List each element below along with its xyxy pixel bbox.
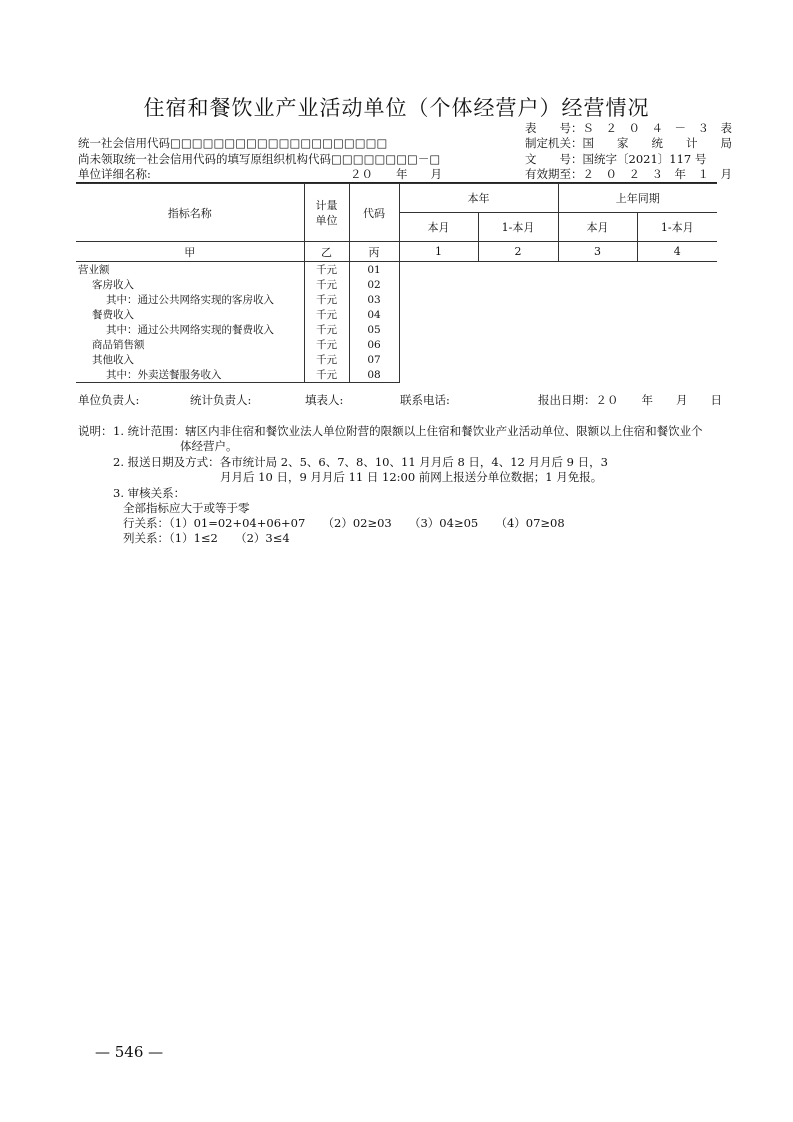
label-cell: 2 (478, 242, 558, 262)
code-cell: 01 (349, 262, 399, 278)
unit-cell: 千元 (304, 307, 349, 322)
note-2-line-2: 月月后 10 日，9 月月后 11 日 12:00 前网上报送分单位数据；1 月免报。 (220, 470, 603, 484)
note-1-line-2: 体经营户。 (180, 439, 238, 453)
unit-cell: 千元 (304, 337, 349, 352)
note-1-line-1: 1. 统计范围：辖区内非住宿和餐饮业法人单位附营的限额以上住宿和餐饮业产业活动单位、限额以上住宿和餐饮业个 (113, 424, 703, 438)
indicator-name: 客房收入 (76, 277, 304, 292)
indicator-name: 其中：外卖送餐服务收入 (76, 367, 304, 383)
unit-cell: 千元 (304, 322, 349, 337)
unit-cell: 千元 (304, 262, 349, 278)
report-period: ２０ 年 月 (350, 167, 442, 181)
col-header-indicator: 指标名称 (76, 184, 304, 242)
indicator-name: 餐费收入 (76, 307, 304, 322)
org-code-field: 尚未领取统一社会信用代码的填写原组织机构代码□□□□□□□□－□ (78, 152, 441, 166)
credit-code-field: 统一社会信用代码□□□□□□□□□□□□□□□□□□□□ (78, 136, 388, 150)
code-cell: 08 (349, 367, 399, 383)
code-cell: 05 (349, 322, 399, 337)
issuing-authority: 制定机关：国 家 统 计 局 (525, 136, 732, 150)
notes-prefix: 说明： (78, 424, 113, 438)
indicator-name: 商品销售额 (76, 337, 304, 352)
col-header-ly-this-month: 本月 (558, 213, 637, 242)
data-entry-area[interactable] (399, 262, 717, 383)
valid-until: 有效期至：２ ０ ２ ３ 年 １ 月 (525, 167, 732, 181)
phone-label: 联系电话: (400, 393, 450, 407)
unit-cell: 千元 (304, 352, 349, 367)
report-table (76, 183, 717, 383)
col-header-unit: 计量 单位 (304, 184, 349, 242)
label-cell: 丙 (349, 242, 399, 262)
col-header-last-year: 上年同期 (558, 184, 717, 213)
page-number: — 546 — (95, 1043, 164, 1061)
label-cell: 3 (558, 242, 637, 262)
col-header-ytd: 1-本月 (478, 213, 558, 242)
label-cell: 甲 (76, 242, 304, 262)
table-row (76, 262, 717, 278)
form-number: 表 号：Ｓ ２ ０ ４ － ３ 表 (525, 121, 732, 135)
indicator-name: 其中：通过公共网络实现的客房收入 (76, 292, 304, 307)
code-cell: 06 (349, 337, 399, 352)
code-cell: 04 (349, 307, 399, 322)
unit-head-label: 单位负责人: (78, 393, 140, 407)
code-cell: 03 (349, 292, 399, 307)
approval-number: 文 号：国统字〔2021〕117 号 (525, 152, 707, 166)
col-header-ly-ytd: 1-本月 (637, 213, 717, 242)
indicator-name: 其他收入 (76, 352, 304, 367)
code-cell: 07 (349, 352, 399, 367)
unit-cell: 千元 (304, 292, 349, 307)
label-cell: 乙 (304, 242, 349, 262)
note-3-col-relations: 列关系：（1）1≤2 （2）3≤4 (123, 531, 290, 545)
report-date-label: 报出日期：２０ 年 月 日 (538, 393, 722, 407)
code-cell: 02 (349, 277, 399, 292)
indicator-name: 营业额 (76, 262, 304, 278)
label-cell: 1 (399, 242, 478, 262)
note-2-line-1: 2. 报送日期及方式：各市统计局 2、5、6、7、8、10、11 月月后 8 日，4、12 月月后 9 日，3 (113, 455, 608, 469)
col-header-this-month: 本月 (399, 213, 478, 242)
note-3-row-relations: 行关系：（1）01=02+04+06+07 （2）02≥03 （3）04≥05 （4）07≥08 (123, 516, 565, 530)
label-cell: 4 (637, 242, 717, 262)
note-3-line-1: 全部指标应大于或等于零 (123, 501, 250, 515)
note-3-title: 3. 审核关系： (113, 486, 186, 500)
preparer-label: 填表人: (305, 393, 344, 407)
stat-head-label: 统计负责人: (190, 393, 252, 407)
unit-cell: 千元 (304, 367, 349, 383)
unit-name-field: 单位详细名称: (78, 167, 151, 181)
indicator-name: 其中：通过公共网络实现的餐费收入 (76, 322, 304, 337)
page-title: 住宿和餐饮业产业活动单位（个体经营户）经营情况 (143, 96, 650, 120)
unit-cell: 千元 (304, 277, 349, 292)
col-header-this-year: 本年 (399, 184, 558, 213)
col-header-code: 代码 (349, 184, 399, 242)
